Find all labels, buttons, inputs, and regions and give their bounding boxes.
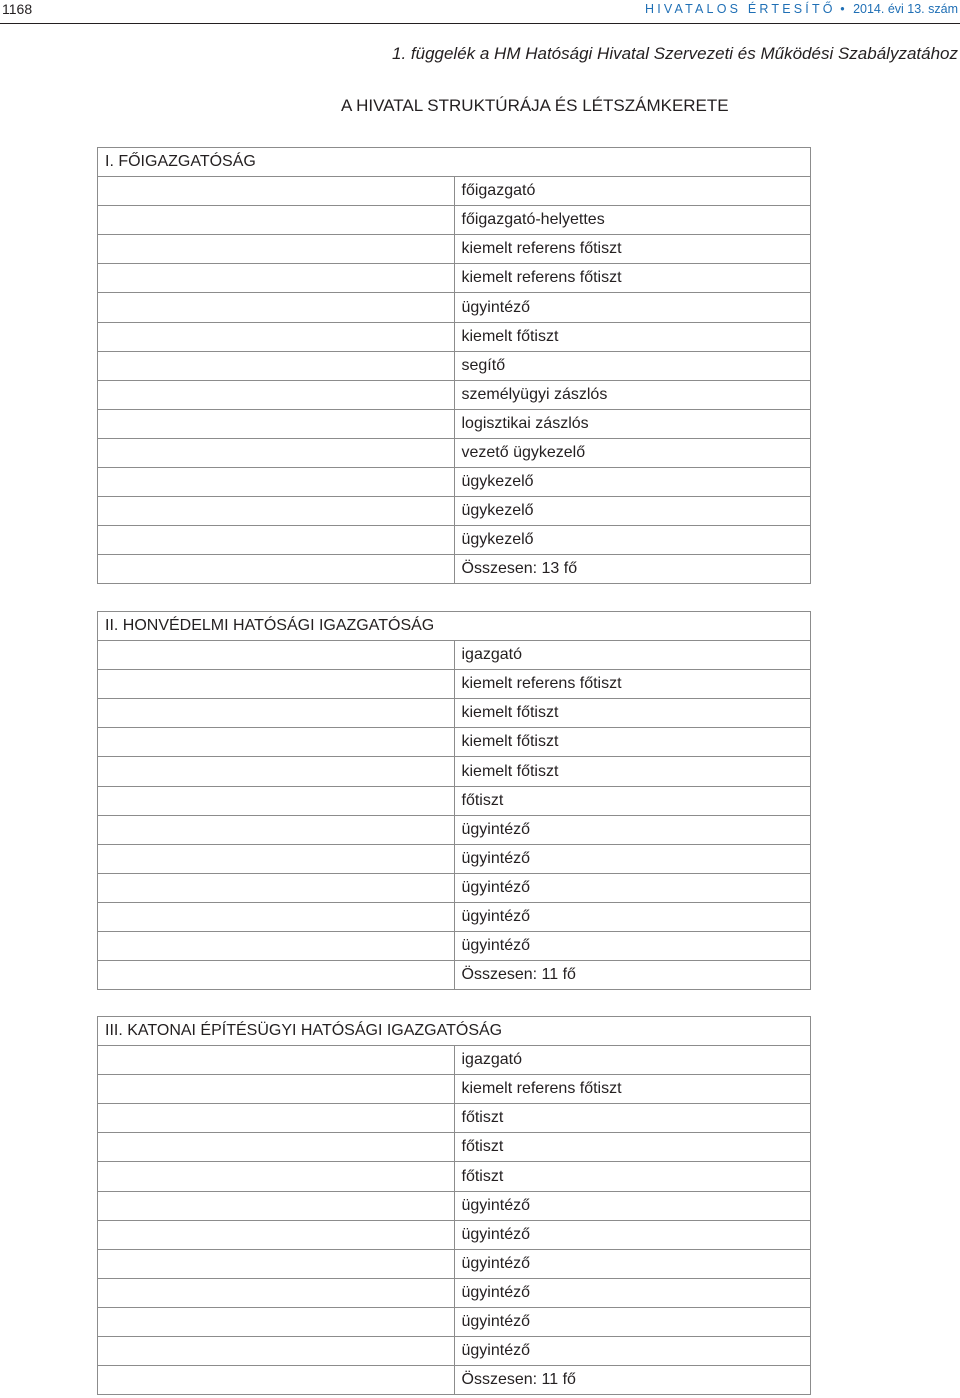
indent-cell [98,177,455,206]
journal-info [645,2,958,16]
indent-cell [98,1104,455,1133]
position-row [98,322,811,351]
position-name: kiemelt referens főtiszt [454,1075,811,1104]
position-row [98,1133,811,1162]
section-total: Összesen: 11 fő [454,961,811,990]
indent-cell [98,1046,455,1075]
position-name: kiemelt főtiszt [454,699,811,728]
section-total: Összesen: 11 fő [454,1366,811,1395]
position-row [98,815,811,844]
indent-cell [98,380,455,409]
position-row [98,932,811,961]
indent-cell [98,844,455,873]
indent-cell [98,1307,455,1336]
page-number: 1168 [2,1,33,17]
appendix-title: 1. függelék a HM Hatósági Hivatal Szervezeti és Működési Szabályzatához [391,44,958,63]
position-name: ügykezelő [454,497,811,526]
indent-cell [98,497,455,526]
indent-cell [98,728,455,757]
position-row [98,235,811,264]
indent-cell [98,902,455,931]
position-name: igazgató [454,641,811,670]
position-name: vezető ügykezelő [454,438,811,467]
indent-cell [98,1191,455,1220]
position-row [98,1104,811,1133]
indent-cell [98,815,455,844]
indent-cell [98,468,455,497]
structure-title: A HIVATAL STRUKTÚRÁJA ÉS LÉTSZÁMKERETE [341,96,729,115]
indent-cell [98,322,455,351]
indent-cell [98,1075,455,1104]
position-row [98,786,811,815]
total-row [98,1366,811,1395]
position-row [98,670,811,699]
position-name: ügyintéző [454,902,811,931]
indent-cell [98,1278,455,1307]
indent-cell [98,264,455,293]
indent-cell [98,351,455,380]
position-name: kiemelt referens főtiszt [454,264,811,293]
position-row [98,728,811,757]
position-row [98,206,811,235]
position-row [98,497,811,526]
section-title: II. HONVÉDELMI HATÓSÁGI IGAZGATÓSÁG [98,612,811,641]
bullet-separator: • [840,2,845,16]
position-row [98,902,811,931]
position-name: kiemelt főtiszt [454,757,811,786]
section-title: III. KATONAI ÉPÍTÉSÜGYI HATÓSÁGI IGAZGATÓSÁG [98,1017,811,1046]
section-title: I. FŐIGAZGATÓSÁG [98,148,811,177]
indent-cell [98,932,455,961]
position-row [98,351,811,380]
position-row [98,1249,811,1278]
position-name: személyügyi zászlós [454,380,811,409]
position-name: ügyintéző [454,844,811,873]
position-row [98,438,811,467]
position-name: ügykezelő [454,526,811,555]
indent-cell [98,641,455,670]
position-name: kiemelt főtiszt [454,322,811,351]
position-row [98,380,811,409]
indent-cell [98,235,455,264]
position-row [98,873,811,902]
position-name: főigazgató [454,177,811,206]
position-row [98,468,811,497]
position-row [98,264,811,293]
indent-cell [98,757,455,786]
position-name: főtiszt [454,1104,811,1133]
position-row [98,699,811,728]
indent-cell [98,1249,455,1278]
position-row [98,293,811,322]
indent-cell [98,1366,455,1395]
position-row [98,757,811,786]
position-row [98,1278,811,1307]
position-name: kiemelt főtiszt [454,728,811,757]
position-row [98,1191,811,1220]
position-name: főtiszt [454,1162,811,1191]
indent-cell [98,670,455,699]
section-table-2 [97,611,811,990]
section-table-1 [97,147,811,584]
position-name: kiemelt referens főtiszt [454,670,811,699]
total-row [98,961,811,990]
section-title-row [98,148,811,177]
position-row [98,177,811,206]
position-name: segítő [454,351,811,380]
position-row [98,641,811,670]
indent-cell [98,699,455,728]
total-row [98,555,811,584]
page-header [0,0,960,24]
indent-cell [98,1162,455,1191]
indent-cell [98,438,455,467]
section-table-3 [97,1016,811,1395]
position-name: ügyintéző [454,1278,811,1307]
indent-cell [98,293,455,322]
position-name: igazgató [454,1046,811,1075]
section-title-row [98,1017,811,1046]
position-name: ügyintéző [454,293,811,322]
indent-cell [98,206,455,235]
indent-cell [98,873,455,902]
position-name: ügyintéző [454,932,811,961]
indent-cell [98,786,455,815]
section-total: Összesen: 13 fő [454,555,811,584]
position-row [98,1046,811,1075]
journal-title: HIVATALOS ÉRTESÍTŐ [644,2,836,16]
position-name: ügyintéző [454,1337,811,1366]
indent-cell [98,961,455,990]
position-row [98,1337,811,1366]
indent-cell [98,1133,455,1162]
position-name: ügyintéző [454,873,811,902]
indent-cell [98,526,455,555]
position-name: ügykezelő [454,468,811,497]
position-name: kiemelt referens főtiszt [454,235,811,264]
indent-cell [98,409,455,438]
position-row [98,1162,811,1191]
position-row [98,409,811,438]
section-title-row [98,612,811,641]
position-name: ügyintéző [454,815,811,844]
indent-cell [98,1337,455,1366]
position-name: ügyintéző [454,1307,811,1336]
position-name: főtiszt [454,1133,811,1162]
position-name: ügyintéző [454,1249,811,1278]
position-row [98,1307,811,1336]
position-name: főigazgató-helyettes [454,206,811,235]
position-name: logisztikai zászlós [454,409,811,438]
position-row [98,1220,811,1249]
position-name: ügyintéző [454,1191,811,1220]
indent-cell [98,1220,455,1249]
position-name: főtiszt [454,786,811,815]
position-name: ügyintéző [454,1220,811,1249]
position-row [98,526,811,555]
indent-cell [98,555,455,584]
position-row [98,1075,811,1104]
position-row [98,844,811,873]
journal-issue: 2014. évi 13. szám [853,2,958,16]
